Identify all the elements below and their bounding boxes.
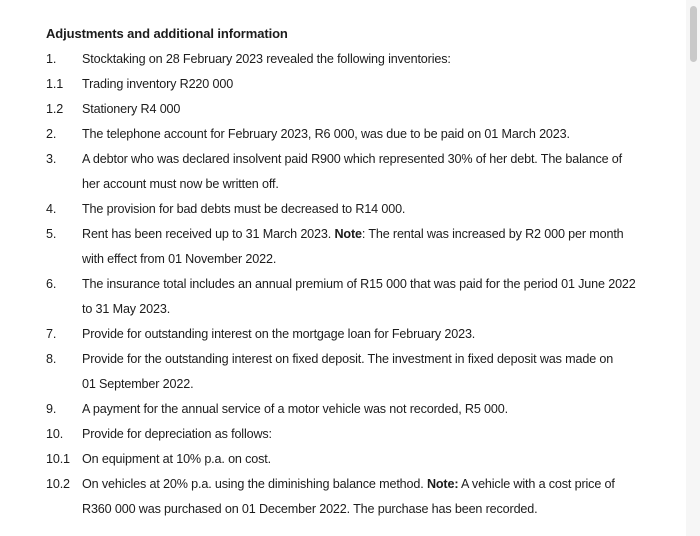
- item-text-part: A vehicle with a cost price of: [458, 477, 615, 491]
- item-text-part: On vehicles at 20% p.a. using the diminishing balance method.: [82, 477, 427, 491]
- item-text: with effect from 01 November 2022.: [82, 252, 277, 266]
- item-number: 8.: [46, 352, 57, 366]
- item-number: 2.: [46, 127, 57, 141]
- scrollbar-thumb[interactable]: [690, 6, 697, 62]
- item-text-part: Rent has been received up to 31 March 2023.: [82, 227, 335, 241]
- item-text: her account must now be written off.: [82, 177, 279, 191]
- item-number: 6.: [46, 277, 57, 291]
- item-text: Trading inventory R220 000: [82, 77, 234, 91]
- item-text: [82, 225, 624, 243]
- item-number: 5.: [46, 227, 57, 241]
- item-text: Stationery R4 000: [82, 102, 181, 116]
- item-text: The telephone account for February 2023, R6 000, was due to be paid on 01 March 2023.: [82, 127, 570, 141]
- item-text: Stocktaking on 28 February 2023 revealed the following inventories:: [82, 52, 451, 66]
- item-number: 1.2: [46, 102, 64, 116]
- note-label: Note:: [426, 477, 459, 491]
- item-number: 3.: [46, 152, 57, 166]
- item-text: On equipment at 10% p.a. on cost.: [82, 452, 271, 466]
- item-text: to 31 May 2023.: [82, 302, 171, 316]
- item-text: Provide for outstanding interest on the mortgage loan for February 2023.: [82, 327, 476, 341]
- item-text: 01 September 2022.: [82, 377, 194, 391]
- item-text: R360 000 was purchased on 01 December 2022. The purchase has been recorded.: [82, 502, 538, 516]
- item-number: 10.: [46, 427, 64, 441]
- item-text: A debtor who was declared insolvent paid R900 which represented 30% of her debt. The balance of: [82, 152, 622, 166]
- item-text: Provide for depreciation as follows:: [82, 427, 272, 441]
- item-number: 7.: [46, 327, 57, 341]
- item-number: 4.: [46, 202, 57, 216]
- item-text: Provide for the outstanding interest on fixed deposit. The investment in fixed deposit was made on: [82, 352, 614, 366]
- item-text: The provision for bad debts must be decreased to R14 000.: [82, 202, 406, 216]
- item-text: [82, 475, 615, 493]
- item-text: A payment for the annual service of a motor vehicle was not recorded, R5 000.: [82, 402, 508, 416]
- item-number: 10.2: [46, 477, 70, 491]
- vertical-scrollbar[interactable]: [686, 0, 700, 536]
- note-label: Note: [334, 227, 362, 241]
- item-text-part: : The rental was increased by R2 000 per month: [361, 227, 624, 241]
- item-text: The insurance total includes an annual premium of R15 000 that was paid for the period 01 June 2022: [82, 277, 636, 291]
- item-number: 1.: [46, 52, 57, 66]
- item-number: 10.1: [46, 452, 70, 466]
- item-number: 1.1: [46, 77, 64, 91]
- item-number: 9.: [46, 402, 57, 416]
- section-heading: Adjustments and additional information: [46, 26, 288, 41]
